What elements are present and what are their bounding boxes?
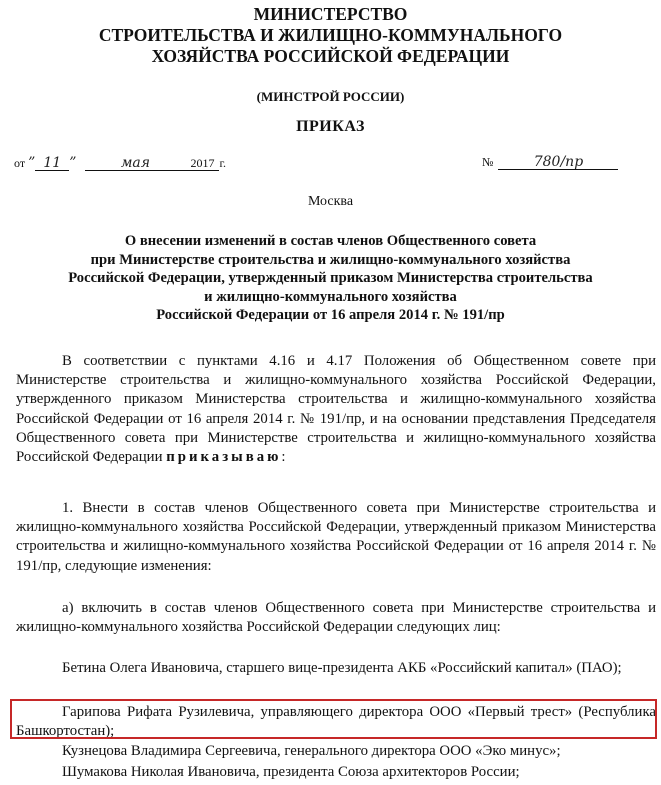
member-entry-shumakov: Шумакова Николая Ивановича, президента Союза архитекторов России; (62, 764, 520, 780)
member-entry-kuznetsov: Кузнецова Владимира Сергеевича, генерального директора ООО «Эко минус»; (62, 743, 561, 759)
date-line (14, 155, 226, 171)
member-entry-garipov: Гарипова Рифата Рузилевича, управляющего директора ООО «Первый трест» (Республика Башкортостан); (16, 704, 656, 740)
document-type-title: ПРИКАЗ (296, 118, 365, 135)
ministry-line-3: ХОЗЯЙСТВА РОССИЙСКОЙ ФЕДЕРАЦИИ (151, 46, 510, 66)
order-word: приказываю (166, 449, 282, 466)
highlight-box (10, 699, 657, 739)
subject-line-3: Российской Федерации, утвержденный приказом Министерства строительства (68, 270, 593, 287)
ministry-line-2: СТРОИТЕЛЬСТВА И ЖИЛИЩНО-КОММУНАЛЬНОГО (98, 25, 563, 45)
date-open-quote: ” (28, 155, 36, 171)
number-label: № (482, 155, 494, 169)
order-number: 780/пр (498, 155, 618, 170)
city-name: Москва (307, 194, 354, 209)
paragraph-item-1: 1. Внести в состав членов Общественного совета при Министерстве строительства и жилищно-коммунального хозяйства Российской Федерации, утвержденный приказом Министерства строительства и жилищно-коммунального хозяйства Российской Федерации от 16 апреля 2014 г. № 191/пр, следующие изменения: (16, 500, 656, 574)
ministry-line-1: МИНИСТЕРСТВО (253, 4, 408, 24)
member-entry-betin: Бетина Олега Ивановича, старшего вице-президента АКБ «Российский капитал» (ПАО); (62, 660, 622, 676)
preamble-colon: : (281, 449, 286, 466)
paragraph-preamble (16, 352, 656, 467)
order-number-line (482, 155, 618, 170)
ministry-name (0, 4, 661, 67)
paragraph-item-1a: а) включить в состав членов Общественного совета при Министерстве строительства и жилищно-коммунального хозяйства Российской Федерации следующих лиц: (16, 600, 656, 636)
date-month: мая (85, 156, 185, 171)
date-year: 2017 (185, 156, 219, 171)
subject-line-5: Российской Федерации от 16 апреля 2014 г. № 191/пр (156, 307, 505, 324)
subject-line-2: при Министерстве строительства и жилищно-коммунального хозяйства (90, 251, 571, 268)
date-day: 11 (35, 156, 69, 171)
date-year-suffix: г. (219, 156, 227, 170)
preamble-text: В соответствии с пунктами 4.16 и 4.17 Положения об Общественном совете при Министерстве строительства и жилищно-коммунального хозяйства Российской Федерации, утвержденного приказом Министерства строительства и жилищно-коммунального хозяйства Российской Федерации от 16 апреля 2014 г. № 191/пр, и на основании представления Председателя Общественного совета при Министерстве строительства и жилищно-коммунального хозяйства Российской Федерации (16, 353, 656, 466)
document-subject (10, 232, 651, 325)
date-close-quote: ” (69, 155, 77, 171)
subject-line-1: О внесении изменений в состав членов Общественного совета (124, 233, 537, 249)
subject-line-4: и жилищно-коммунального хозяйства (204, 288, 457, 305)
date-prefix: от (14, 156, 26, 170)
ministry-short-name: (МИНСТРОЙ РОССИИ) (256, 89, 405, 104)
